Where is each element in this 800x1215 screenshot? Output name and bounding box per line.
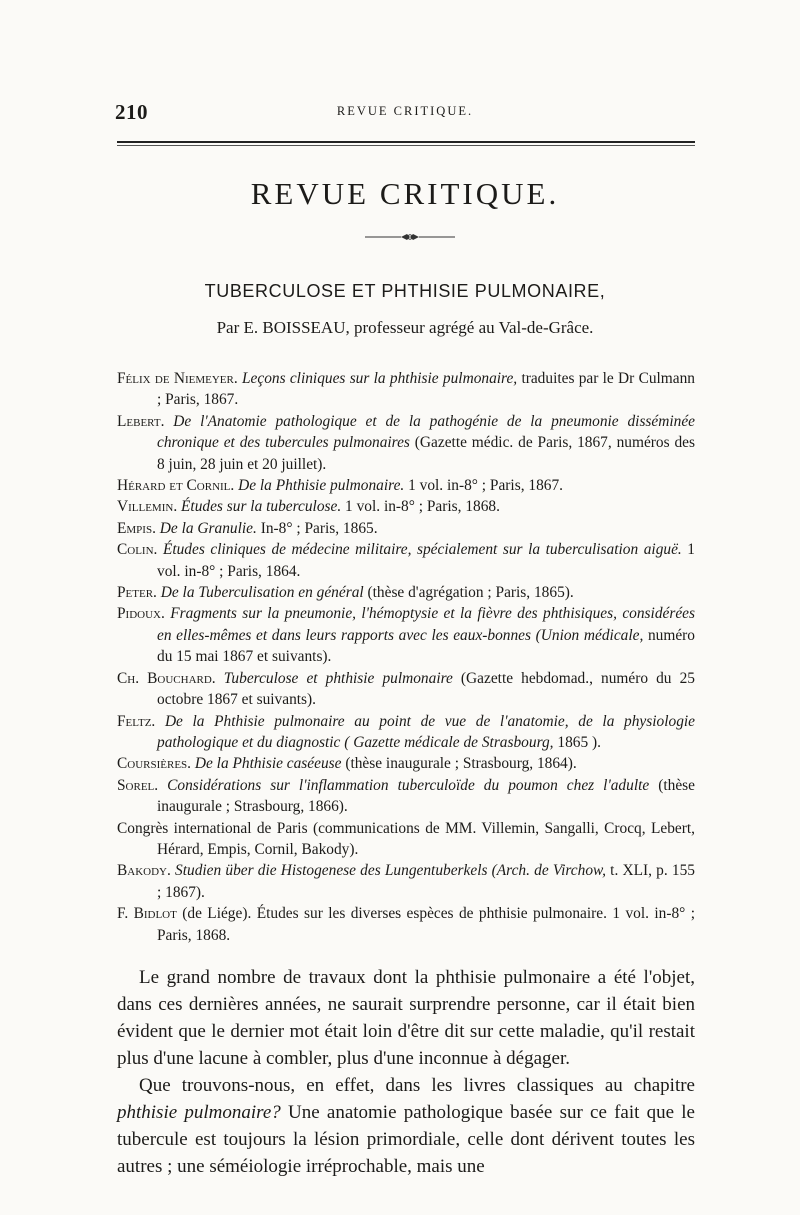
entry-title: Fragments sur la pneumonie, l'hémoptysie et la fièvre des phthisiques, considérées en elles-mêmes et dans leurs rapports avec les eaux-bonnes (Union médicale, xyxy=(157,605,695,644)
entry-author: Feltz. xyxy=(117,712,156,730)
paragraph xyxy=(117,1072,695,1180)
entry-title: De l'Anatomie pathologique et de la pathogénie de la pneumonie disséminée chronique et des tubercules pulmonaires xyxy=(157,412,695,452)
bibliography-entry xyxy=(117,475,695,496)
entry-title: De la Phthisie caséeuse xyxy=(194,755,342,773)
bibliography xyxy=(117,368,695,946)
entry-details: 1 vol. in-8° ; Paris, 1868. xyxy=(341,498,500,516)
bibliography-entry xyxy=(117,603,695,667)
bibliography-entry xyxy=(117,368,695,411)
entry-title: De la Tuberculisation en général xyxy=(160,584,364,602)
bibliography-entry xyxy=(117,411,695,475)
entry-title: Tuberculose et phthisie pulmonaire xyxy=(223,669,453,687)
entry-title: De la Granulie. xyxy=(159,519,257,537)
article-title: TUBERCULOSE ET PHTHISIE PULMONAIRE, xyxy=(204,281,606,301)
bibliography-entry xyxy=(117,775,695,818)
bibliography-entry xyxy=(117,711,695,754)
bibliography-entry xyxy=(117,818,695,861)
header-rule xyxy=(117,141,695,143)
bibliography-entry xyxy=(117,753,695,774)
entry-details: t. XLI, p. 155 ; 1867). xyxy=(157,862,695,901)
bibliography-entry xyxy=(117,539,695,582)
entry-title: Studien über die Histogenese des Lungentuberkels (Arch. de Virchow, xyxy=(175,862,606,880)
entry-author: Bakody. xyxy=(117,862,171,880)
entry-title: Considérations sur l'inflammation tuberculoïde du poumon chez l'adulte xyxy=(167,776,650,794)
entry-title: Leçons cliniques sur la phthisie pulmonaire, xyxy=(241,370,518,387)
entry-author: F. Bidlot xyxy=(117,905,177,923)
paragraph-text: Une anatomie pathologique basée sur ce fait que le tubercule est toujours la lésion primordiale, celle dont dérivent toutes les autres ; une séméiologie irréprochable, mais une xyxy=(117,1102,695,1177)
bibliography-entry xyxy=(117,518,695,539)
entry-details: (thèse d'agrégation ; Paris, 1865). xyxy=(363,584,574,602)
entry-details: In-8° ; Paris, 1865. xyxy=(256,519,378,537)
entry-details: (Gazette médic. de Paris, 1867, numéros des 8 juin, 28 juin et 20 juillet). xyxy=(157,434,695,473)
running-title: REVUE CRITIQUE. xyxy=(336,104,474,118)
article-byline: Par E. BOISSEAU, professeur agrégé au Val-de-Grâce. xyxy=(216,318,594,337)
entry-author: Hérard et Cornil. xyxy=(117,477,235,495)
entry-title: Études sur la tuberculose. xyxy=(181,498,342,516)
entry-author: Empis. xyxy=(117,519,156,537)
entry-author: Villemin. xyxy=(117,498,178,516)
section-title: REVUE CRITIQUE. xyxy=(250,176,560,211)
entry-title: De la Phthisie pulmonaire au point de vue de l'anatomie, de la physiologie pathologique et du diagnostic ( Gazette médicale de Strasbourg, xyxy=(157,712,695,751)
entry-author: Sorel. xyxy=(117,776,159,794)
entry-details: 1 vol. in-8° ; Paris, 1867. xyxy=(404,477,564,495)
bibliography-entry xyxy=(117,582,695,603)
header-rule-thin xyxy=(117,145,695,146)
entry-title: Études cliniques de médecine militaire, spécialement sur la tuberculisation aiguë. xyxy=(162,541,682,559)
entry-author: Peter. xyxy=(117,584,157,602)
bibliography-entry xyxy=(117,496,695,517)
entry-details: (thèse inaugurale ; Strasbourg, 1864). xyxy=(341,755,577,773)
entry-author: Félix de Niemeyer. xyxy=(117,370,238,387)
entry-details: (thèse inaugurale ; Strasbourg, 1866). xyxy=(157,776,695,816)
entry-author: Lebert. xyxy=(117,412,165,430)
bibliography-entry xyxy=(117,860,695,903)
ornament-divider xyxy=(365,231,455,243)
entry-details: numéro du 15 mai 1867 et suivants). xyxy=(157,626,695,666)
entry-details: Congrès international de Paris (communications de MM. Villemin, Sangalli, Crocq, Lebert, Hérard, Empis, Cornil, Bakody). xyxy=(117,819,695,858)
entry-details: (Gazette hebdomad., numéro du 25 octobre 1867 et suivants). xyxy=(157,669,695,709)
bibliography-entry xyxy=(117,668,695,711)
running-head xyxy=(115,100,695,122)
page-number: 210 xyxy=(115,100,148,124)
entry-title: De la Phthisie pulmonaire. xyxy=(238,477,405,495)
entry-details: 1 vol. in-8° ; Paris, 1864. xyxy=(157,541,695,580)
body-text xyxy=(117,964,695,1180)
entry-author: Colin. xyxy=(117,541,158,559)
entry-author: Coursières. xyxy=(117,755,192,773)
paragraph-italic: phthisie pulmonaire? xyxy=(117,1102,281,1123)
bibliography-entry xyxy=(117,903,695,946)
paragraph-text: Que trouvons-nous, en effet, dans les livres classiques au chapitre xyxy=(139,1075,695,1096)
entry-author: Ch. Bouchard. xyxy=(117,669,216,687)
entry-details: traduites par le Dr Culmann ; Paris, 1867. xyxy=(157,370,695,409)
paragraph: Le grand nombre de travaux dont la phthisie pulmonaire a été l'objet, dans ces dernières années, ne saurait surprendre personne, car il était bien évident que le dernier mot était loin d'être dit sur cette maladie, qu'il restait plus d'une lacune à combler, plus d'une inconnue à dégager. xyxy=(117,967,695,1069)
entry-details: 1865 ). xyxy=(553,733,601,751)
entry-author: Pidoux. xyxy=(117,605,165,623)
entry-details: (de Liége). Études sur les diverses espèces de phthisie pulmonaire. 1 vol. in-8° ; Paris, 1868. xyxy=(157,905,696,944)
